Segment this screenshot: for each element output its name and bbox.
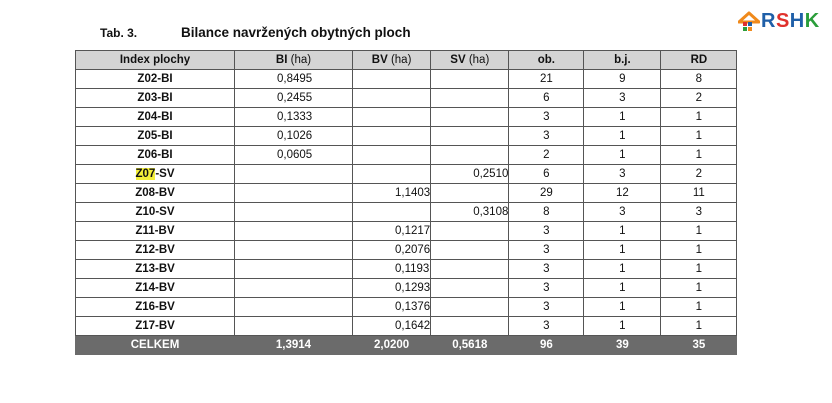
ob-cell: 8: [509, 203, 584, 222]
index-label: Z11-BV: [135, 225, 175, 237]
ob-cell: 3: [509, 298, 584, 317]
table-row: [76, 260, 737, 279]
bj-cell: 12: [584, 184, 661, 203]
index-label: Z08-BV: [135, 187, 175, 199]
rd-cell: 11: [661, 184, 737, 203]
bv-cell: 0,1642: [353, 317, 431, 336]
table-row: [76, 146, 737, 165]
bi-cell: [235, 222, 353, 241]
sv-cell: [431, 108, 509, 127]
bj-cell: 1: [584, 127, 661, 146]
bv-cell: [353, 89, 431, 108]
table-row: [76, 298, 737, 317]
table-row: [76, 317, 737, 336]
index-label: Z04-BI: [137, 111, 173, 123]
table-row: [76, 165, 737, 184]
rd-cell: 1: [661, 241, 737, 260]
sv-cell: [431, 317, 509, 336]
column-header-label: BI: [275, 54, 288, 66]
total-rd: 35: [661, 336, 737, 355]
bj-cell: 9: [584, 70, 661, 89]
ob-cell: 3: [509, 317, 584, 336]
bv-cell: [353, 165, 431, 184]
index-cell: [76, 317, 235, 336]
table-row: [76, 127, 737, 146]
logo-letter-r: R: [761, 10, 776, 32]
bi-cell: 0,2455: [235, 89, 353, 108]
rd-cell: 1: [661, 222, 737, 241]
column-header-unit: (ha): [387, 54, 412, 66]
column-header: [661, 51, 737, 70]
rd-cell: 1: [661, 127, 737, 146]
column-header: [509, 51, 584, 70]
total-bv: 2,0200: [353, 336, 431, 355]
total-ob: 96: [509, 336, 584, 355]
column-header-unit: (ha): [465, 54, 490, 66]
bj-cell: 3: [584, 89, 661, 108]
table-row: [76, 222, 737, 241]
ob-cell: 3: [509, 241, 584, 260]
bj-cell: 1: [584, 241, 661, 260]
index-label: Z16-BV: [135, 301, 175, 313]
sv-cell: [431, 298, 509, 317]
total-bj: 39: [584, 336, 661, 355]
rd-cell: 1: [661, 108, 737, 127]
rd-cell: 1: [661, 298, 737, 317]
bi-cell: [235, 260, 353, 279]
column-header-label: BV: [371, 54, 388, 66]
table-number: Tab. 3.: [100, 26, 138, 40]
index-cell: [76, 203, 235, 222]
sv-cell: [431, 146, 509, 165]
bj-cell: 1: [584, 260, 661, 279]
rd-cell: 1: [661, 260, 737, 279]
index-cell: [76, 222, 235, 241]
bv-cell: 0,1217: [353, 222, 431, 241]
rd-cell: 1: [661, 146, 737, 165]
index-label: Z13-BV: [135, 263, 175, 275]
index-cell: [76, 89, 235, 108]
ob-cell: 21: [509, 70, 584, 89]
index-label: Z10-SV: [135, 206, 175, 218]
logo-letter-h: H: [789, 10, 805, 32]
index-cell: [76, 70, 235, 89]
bi-cell: [235, 241, 353, 260]
sv-cell: [431, 184, 509, 203]
index-label: Z17-BV: [135, 320, 175, 332]
bj-cell: 3: [584, 165, 661, 184]
index-cell: [76, 241, 235, 260]
housing-balance-table: [75, 50, 737, 355]
index-cell: [76, 127, 235, 146]
index-cell: [76, 279, 235, 298]
bj-cell: 1: [584, 317, 661, 336]
bv-cell: 0,1293: [353, 279, 431, 298]
column-header: [76, 51, 235, 70]
index-cell: [76, 184, 235, 203]
bi-cell: 0,0605: [235, 146, 353, 165]
rd-cell: 8: [661, 70, 737, 89]
ob-cell: 3: [509, 279, 584, 298]
rd-cell: 1: [661, 279, 737, 298]
index-label: Z03-BI: [137, 92, 173, 104]
table-row: [76, 203, 737, 222]
index-cell: [76, 298, 235, 317]
bj-cell: 1: [584, 146, 661, 165]
bi-cell: [235, 184, 353, 203]
column-header: [584, 51, 661, 70]
total-sv: 0,5618: [431, 336, 509, 355]
bi-cell: [235, 165, 353, 184]
sv-cell: [431, 279, 509, 298]
table-row: [76, 184, 737, 203]
bv-cell: 0,1376: [353, 298, 431, 317]
house-icon: [738, 11, 760, 33]
bi-cell: [235, 203, 353, 222]
bv-cell: [353, 70, 431, 89]
column-header: [353, 51, 431, 70]
ob-cell: 6: [509, 165, 584, 184]
index-cell: [76, 108, 235, 127]
sv-cell: [431, 127, 509, 146]
rd-cell: 2: [661, 89, 737, 108]
highlighted-text: Z07: [135, 168, 156, 180]
column-header: [431, 51, 509, 70]
bj-cell: 1: [584, 108, 661, 127]
sv-cell: [431, 241, 509, 260]
ob-cell: 3: [509, 222, 584, 241]
index-cell: [76, 260, 235, 279]
index-label: -SV: [155, 168, 175, 180]
bj-cell: 1: [584, 298, 661, 317]
column-header: [235, 51, 353, 70]
logo-letter-s: S: [775, 10, 790, 32]
table-row: [76, 89, 737, 108]
index-cell: [76, 146, 235, 165]
column-header-label: ob.: [537, 54, 555, 66]
bv-cell: [353, 203, 431, 222]
bv-cell: [353, 108, 431, 127]
index-label: Z02-BI: [137, 73, 173, 85]
bv-cell: 0,1193: [353, 260, 431, 279]
sv-cell: 0,2510: [431, 165, 509, 184]
column-header-label: SV: [450, 54, 466, 66]
bi-cell: 0,1026: [235, 127, 353, 146]
bi-cell: 0,1333: [235, 108, 353, 127]
sv-cell: [431, 260, 509, 279]
index-label: Z05-BI: [137, 130, 173, 142]
sv-cell: 0,3108: [431, 203, 509, 222]
table-row: [76, 241, 737, 260]
rd-cell: 1: [661, 317, 737, 336]
bi-cell: [235, 317, 353, 336]
rd-cell: 2: [661, 165, 737, 184]
rd-cell: 3: [661, 203, 737, 222]
ob-cell: 6: [509, 89, 584, 108]
sv-cell: [431, 222, 509, 241]
bv-cell: 1,1403: [353, 184, 431, 203]
bv-cell: [353, 146, 431, 165]
total-row: [76, 336, 737, 355]
total-label: CELKEM: [76, 336, 235, 355]
index-label: Z14-BV: [135, 282, 175, 294]
bj-cell: 1: [584, 279, 661, 298]
index-label: Z12-BV: [135, 244, 175, 256]
bi-cell: 0,8495: [235, 70, 353, 89]
column-header-label: b.j.: [614, 54, 631, 66]
ob-cell: 3: [509, 127, 584, 146]
logo-letter-k: K: [804, 10, 820, 32]
bj-cell: 1: [584, 222, 661, 241]
column-header-label: RD: [690, 54, 708, 66]
table-row: [76, 108, 737, 127]
table-header-row: [76, 51, 737, 70]
ob-cell: 2: [509, 146, 584, 165]
bj-cell: 3: [584, 203, 661, 222]
ob-cell: 29: [509, 184, 584, 203]
total-bi: 1,3914: [235, 336, 353, 355]
ob-cell: 3: [509, 108, 584, 127]
column-header-label: Index plochy: [119, 54, 191, 66]
column-header-unit: (ha): [287, 54, 312, 66]
bv-cell: [353, 127, 431, 146]
table-row: [76, 279, 737, 298]
ob-cell: 3: [509, 260, 584, 279]
rshk-logo: [738, 10, 820, 33]
bv-cell: 0,2076: [353, 241, 431, 260]
table-title: Bilance navržených obytných ploch: [181, 25, 411, 40]
sv-cell: [431, 70, 509, 89]
index-label: Z06-BI: [137, 149, 173, 161]
bi-cell: [235, 298, 353, 317]
bi-cell: [235, 279, 353, 298]
table-row: [76, 70, 737, 89]
sv-cell: [431, 89, 509, 108]
index-cell: [76, 165, 235, 184]
